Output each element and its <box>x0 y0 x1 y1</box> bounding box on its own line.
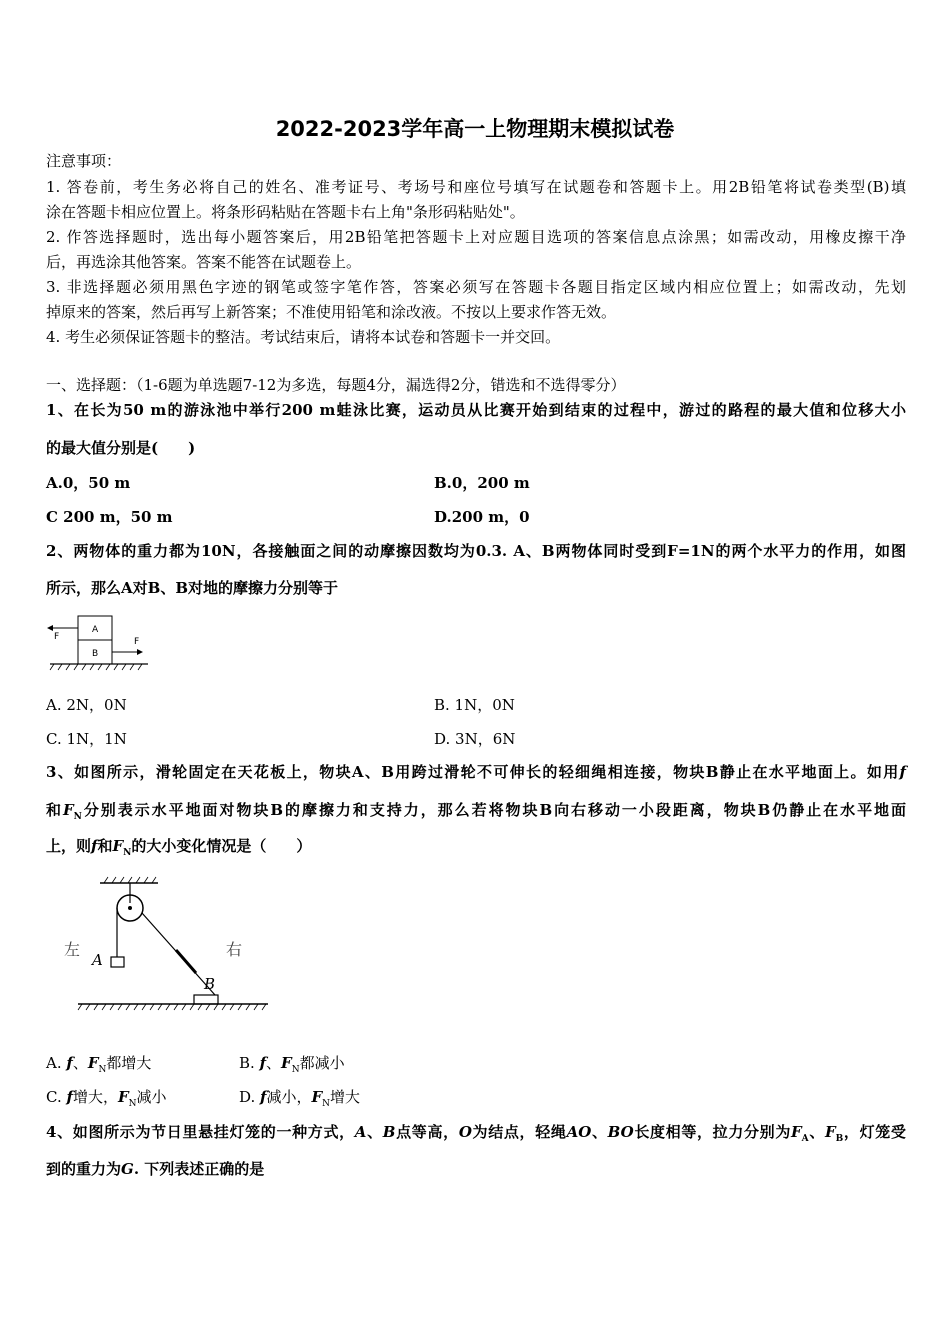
force-left-label: F <box>54 632 60 642</box>
q3-line3-f: f <box>91 837 98 855</box>
rope-highlight <box>176 950 196 973</box>
q3-b-mid: 、 <box>266 1054 282 1072</box>
q1-option-d[interactable]: D.200 m，0 <box>434 508 530 526</box>
q1-stem-line-2: 的最大值分别是( ) <box>46 439 196 457</box>
q2-option-d[interactable]: D. 3N，6N <box>434 730 516 748</box>
q3-pulley-figure <box>58 875 278 1015</box>
q4-line2-pre: 到的重力为 <box>46 1160 122 1178</box>
notice-line-6: 掉原来的答案，然后再写上新答案；不准使用铅笔和涂改液。不按以上要求作答无效。 <box>46 303 617 321</box>
q3-line3-and: 和 <box>97 837 113 855</box>
q4-point-b: B <box>382 1123 396 1141</box>
block-a <box>111 957 124 967</box>
q4-stem-line-1 <box>46 1122 906 1149</box>
q3-option-b[interactable] <box>239 1053 345 1080</box>
right-label: 右 <box>226 940 243 959</box>
q3-a-sub: N <box>98 1065 107 1075</box>
q3-c-mid: 增大， <box>72 1088 118 1106</box>
q2-option-c[interactable]: C. 1N，1N <box>46 730 127 748</box>
notice-line-5: 3. 非选择题必须用黑色字迹的钢笔或签字笔作答，答案必须写在答题卡各题目指定区域内相应位置上；如需改动，先划 <box>46 278 906 296</box>
q4-gravity-g: G <box>121 1160 134 1178</box>
q4-text-3: 点等高， <box>395 1123 459 1141</box>
q3-b-sub: N <box>291 1065 300 1075</box>
q3-stem-line-1 <box>46 762 906 782</box>
q3-b-post: 都减小 <box>299 1054 345 1072</box>
q4-stem-line-2 <box>46 1159 906 1179</box>
q3-option-c[interactable] <box>46 1087 167 1114</box>
q3-d-sub: N <box>322 1099 331 1109</box>
q4-text-7: 、 <box>808 1123 825 1141</box>
q4-text-1: 4、如图所示为节日里悬挂灯笼的一种方式， <box>46 1123 355 1141</box>
notice-line-4: 后，再选涂其他答案。答案不能答在试题卷上。 <box>46 253 362 271</box>
q3-line2-sub: N <box>73 812 82 822</box>
block-b-label: B <box>92 649 99 659</box>
q3-line3-text: 的大小变化情况是（ ） <box>131 837 312 855</box>
q3-line3-pre: 上，则 <box>46 837 92 855</box>
notice-heading: 注意事项： <box>46 152 122 170</box>
ground-hatch <box>50 664 142 670</box>
q3-c-F: F <box>117 1088 129 1106</box>
q4-point-a: A <box>354 1123 367 1141</box>
q3-a-pre: A. <box>46 1054 67 1072</box>
q4-point-o: O <box>458 1123 472 1141</box>
q3-line1-text: 3、如图所示，滑轮固定在天花板上，物块A、B用跨过滑轮不可伸长的轻细绳相连接，物块B静止在水平地面上。如用 <box>46 763 900 781</box>
q4-rope-ao: AO <box>566 1123 592 1141</box>
label-b: B <box>204 975 216 993</box>
q4-text-6: 长度相等，拉力分别为 <box>633 1123 792 1141</box>
force-right-label: F <box>134 637 140 647</box>
q3-c-f: f <box>66 1088 73 1106</box>
q4-force-a-sub: A <box>801 1134 809 1144</box>
q3-c-pre: C. <box>46 1088 67 1106</box>
q4-force-a: F <box>791 1123 802 1141</box>
q3-line3-sub: N <box>123 848 132 858</box>
q1-option-b[interactable]: B.0，200 m <box>434 474 530 492</box>
q3-b-F: F <box>281 1054 292 1072</box>
q3-b-f: f <box>259 1054 267 1072</box>
q4-force-b-sub: B <box>835 1134 844 1144</box>
notice-line-2: 涂在答题卡相应位置上。将条形码粘贴在答题卡右上角"条形码粘贴处"。 <box>46 203 525 221</box>
q2-blocks-figure <box>44 612 154 674</box>
block-a-label: A <box>92 625 99 635</box>
notice-line-1: 1. 答卷前，考生务必将自己的姓名、准考证号、考场号和座位号填写在试题卷和答题卡上。用2B铅笔将试卷类型(B)填 <box>46 178 906 196</box>
q1-option-c[interactable]: C 200 m，50 m <box>46 508 173 526</box>
q3-c-post: 减小 <box>136 1088 167 1106</box>
q1-option-a[interactable]: A.0，50 m <box>46 474 131 492</box>
section-heading: 一、选择题：（1-6题为单选题7-12为多选，每题4分，漏选得2分，错选和不选得零分） <box>46 376 626 394</box>
q3-line2-F: F <box>62 801 74 819</box>
q4-text-4: 为结点，轻绳 <box>471 1123 567 1141</box>
left-label: 左 <box>64 940 81 959</box>
q3-line3-F: F <box>112 837 124 855</box>
q3-a-F: F <box>87 1054 99 1072</box>
q2-option-a[interactable]: A. 2N，0N <box>46 696 127 714</box>
block-b <box>194 995 218 1004</box>
q3-line1-f: f <box>899 763 906 781</box>
q3-b-pre: B. <box>239 1054 260 1072</box>
q3-d-pre: D. <box>239 1088 261 1106</box>
q3-a-f: f <box>66 1054 73 1072</box>
q3-stem-line-3 <box>46 836 906 863</box>
ground-hatch <box>78 1004 266 1010</box>
q4-text-8: ，灯笼受 <box>843 1123 906 1141</box>
q2-option-b[interactable]: B. 1N，0N <box>434 696 515 714</box>
q4-text-5: 、 <box>591 1123 608 1141</box>
q3-option-d[interactable] <box>239 1087 360 1114</box>
q3-line2-text: 分别表示水平地面对物块B的摩擦力和支持力，那么若将物块B向右移动一小段距离，物块B仍静止在水平地面 <box>81 801 906 819</box>
ceiling-hatch <box>104 877 156 883</box>
q4-line2-post: . 下列表述正确的是 <box>133 1160 265 1178</box>
q4-text-2: 、 <box>366 1123 383 1141</box>
force-right-arrowhead <box>137 649 143 655</box>
q3-d-mid: 减小， <box>266 1088 312 1106</box>
label-a: A <box>92 951 103 969</box>
q3-c-sub: N <box>128 1099 137 1109</box>
notice-line-3: 2. 作答选择题时，选出每小题答案后，用2B铅笔把答题卡上对应题目选项的答案信息点涂黑；如需改动，用橡皮擦干净 <box>46 228 906 246</box>
q4-rope-bo: BO <box>607 1123 634 1141</box>
q2-stem-line-1: 2、两物体的重力都为10N，各接触面之间的动摩擦因数均为0.3. A、B两物体同时受到F=1N的两个水平力的作用，如图 <box>46 542 906 560</box>
q4-force-b: F <box>825 1123 836 1141</box>
q1-stem-line-1: 1、在长为50 m的游泳池中举行200 m蛙泳比赛，运动员从比赛开始到结束的过程中，游过的路程的最大值和位移大小 <box>46 401 906 419</box>
q3-line2-and: 和 <box>46 801 63 819</box>
q3-a-post: 都增大 <box>106 1054 152 1072</box>
force-left-arrowhead <box>47 625 53 631</box>
q3-d-F: F <box>311 1088 323 1106</box>
q3-option-a[interactable] <box>46 1053 151 1080</box>
q3-d-post: 增大 <box>330 1088 361 1106</box>
page-title: 2022-2023学年高一上物理期末模拟试卷 <box>275 117 675 141</box>
notice-line-7: 4. 考生必须保证答题卡的整洁。考试结束后，请将本试卷和答题卡一并交回。 <box>46 328 561 346</box>
pulley-axle <box>128 906 132 910</box>
q3-stem-line-2 <box>46 800 906 827</box>
q3-a-mid: 、 <box>72 1054 88 1072</box>
q2-stem-line-2: 所示，那么A对B、B对地的摩擦力分别等于 <box>46 579 338 597</box>
q3-d-f: f <box>260 1088 267 1106</box>
